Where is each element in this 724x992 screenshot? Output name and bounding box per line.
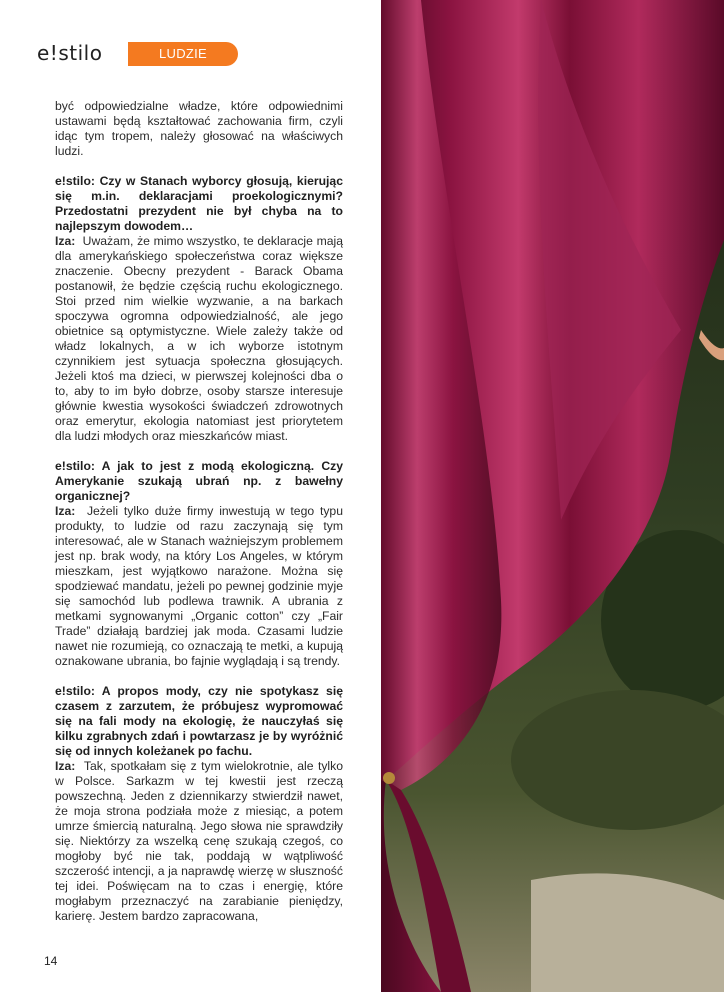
article-column — [55, 99, 343, 939]
speaker-label: Iza: — [55, 504, 76, 518]
brand-logo: e!stilo — [37, 41, 103, 65]
article-intro: być odpowiedzialne władze, które odpowiednimi ustawami będą kształtować zachowania firm, czyli idąc tym tropem, należy głosować na właściwych ludzi. — [55, 99, 343, 158]
curtain-illustration — [381, 0, 724, 992]
speaker-label: Iza: — [55, 759, 76, 773]
interview-question-2: e!stilo: A jak to jest z modą ekologiczną. Czy Amerykanie szukają ubrań np. z bawełny organicznej? — [55, 459, 343, 503]
page-number: 14 — [44, 954, 58, 968]
interview-question-3: e!stilo: A propos mody, czy nie spotykasz się czasem z zarzutem, że próbujesz wypromować się na fali mody na ekologię, że nauczyłaś się kilku zgrabnych zdań i powtarzasz je by wyróżnić się od innych koleżanek po fachu. — [55, 684, 343, 758]
answer-text: Jeżeli tylko duże firmy inwestują w tego typu produkty, to ludzie od razu zaczynają się tym interesować, ale w Stanach ważniejszym problemem jest np. brak wody, na który Los Angeles, w którym mieszkam, jest wyjątkowo narażone. Można się spodziewać mandatu, jeżeli po pewnej godzinie myje się samochód lub podlewa trawnik. A ubrania z metkami sygnowanymi „Organic cotton” czy „Fair Trade” działają bardziej jak moda. Czasami ludzie nawet nie rozumieją, co oznaczają te metki, a kupują oznakowane ubrania, bo fajnie wyglądają i są trendy. — [55, 504, 343, 668]
section-badge: LUDZIE — [128, 42, 238, 66]
interview-question-1: e!stilo: Czy w Stanach wyborcy głosują, kierując się m.in. deklaracjami proekologicznymi? Przedostatni prezydent nie był chyba na to najlepszym dowodem… — [55, 174, 343, 233]
interview-answer-1 — [55, 234, 343, 444]
answer-text: Tak, spotkałam się z tym wielokrotnie, ale tylko w Polsce. Sarkazm w tej kwestii jest rzeczą powszechną. Jeden z dziennikarzy stwierdził nawet, że moja strona podziała może z miesiąc, a potem umrze śmiercią naturalną. Jego słowa nie sprawdziły się. Niektórzy za wszelką cenę szukają czegoś, co mogłoby być nie tak, poddają w wątpliwość szczerość intencji, a ja naprawdę wierzę w słuszność tej idei. Poświęcam na to czas i energię, które mogłabym przeznaczyć na zarabianie pieniędzy, karierę. Jestem bardzo zapracowana, — [55, 759, 343, 923]
interview-answer-2 — [55, 504, 343, 669]
path-ground — [531, 873, 724, 992]
speaker-label: Iza: — [55, 234, 76, 248]
tassel — [383, 772, 395, 784]
curtain-photo — [381, 0, 724, 992]
interview-answer-3 — [55, 759, 343, 924]
answer-text: Uważam, że mimo wszystko, te deklaracje mają dla amerykańskiego społeczeństwa coraz większe znaczenie. Obecny prezydent - Barack Obama postanowił, że będzie częścią ruchu ekologicznego. Stoi przed nim wielkie wyzwanie, a na barkach spoczywa ogromna odpowiedzialność, ale jego obietnice są optymistyczne. Wiele zależy także od władz lokalnych, a w ich wyborze istotnym czynnikiem jest sytuacja społeczna głosujących. Jeżeli ktoś ma dzieci, w pierwszej kolejności dba o to, aby to im było dobrze, osoby starsze interesuje głównie kwestia wysokości świadczeń zdrowotnych oraz emerytur, ekologia natomiast jest priorytetem dla ludzi młodych oraz mieszkańców miast. — [55, 234, 343, 443]
